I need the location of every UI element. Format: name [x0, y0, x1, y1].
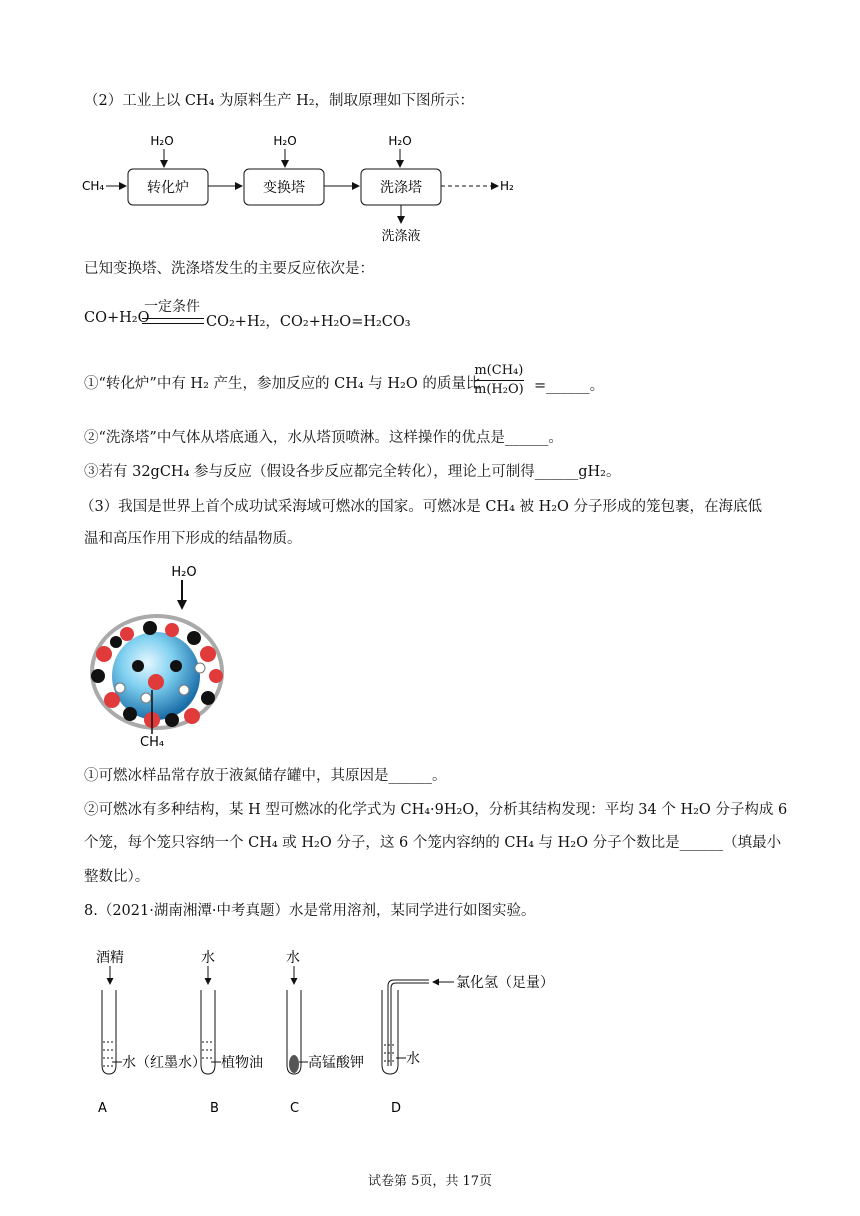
waste-label: 洗涤液	[381, 229, 421, 244]
tube-a-top-label: 酒精	[96, 950, 124, 966]
tube-a-letter: A	[98, 1101, 107, 1116]
equation-equals	[142, 318, 204, 324]
tube-a	[96, 949, 206, 1116]
tube-d-letter: D	[391, 1101, 402, 1116]
q2-intro: （2）工业上以 CH₄ 为原料生产 H₂，制取原理如下图所示：	[84, 93, 475, 109]
q3-sub2-line1: ②可燃冰有多种结构，某 H 型可燃冰的化学式为 CH₄·9H₂O，分析其结构发现：平均 34 个 H₂O 分子构成 6	[84, 802, 788, 818]
q3-line2: 温和高压作用下形成的结晶物质。	[84, 531, 302, 547]
mass-ratio-fraction	[474, 362, 524, 399]
h2-output-label: H₂	[500, 179, 514, 193]
tube-b	[201, 949, 263, 1116]
ch4-input-label: CH₄	[82, 179, 105, 193]
page-footer: 试卷第 5页，共 17页	[367, 1174, 493, 1189]
tube-d	[382, 975, 554, 1116]
equation-left: CO+H₂O	[84, 310, 150, 326]
shift-tower-label: 变换塔	[263, 180, 305, 196]
methane-clathrate-image	[80, 558, 240, 750]
tube-d-side-label: 水	[406, 1051, 420, 1067]
clathrate-h2o-label: H₂O	[171, 565, 197, 580]
furnace-label: 转化炉	[147, 180, 189, 196]
q3-line1: （3）我国是世界上首个成功试采海域可燃冰的国家。可燃冰是 CH₄ 被 H₂O 分子形成的笼包裹，在海底低	[80, 499, 763, 515]
tube-c-side-label: 高锰酸钾	[308, 1055, 364, 1071]
h2o-label-2: H₂O	[273, 134, 297, 148]
q3-sub1: ①可燃冰样品常存放于液氮储存罐中，其原因是______。	[84, 768, 447, 784]
tube-c-top-label: 水	[286, 950, 300, 966]
washing-tower-label: 洗涤塔	[380, 180, 422, 196]
tube-b-side-label: 植物油	[221, 1055, 263, 1071]
clathrate-ch4-label: CH₄	[140, 735, 165, 750]
q3-sub2-line3: 整数比）。	[84, 869, 150, 885]
q2-sub2: ②“洗涤塔”中气体从塔底通入，水从塔顶喷淋。这样操作的优点是______。	[84, 430, 563, 446]
q2-sub1-answer: =______。	[534, 378, 605, 394]
tube-c	[286, 949, 364, 1116]
equation-condition: 一定条件	[144, 299, 200, 315]
tube-b-top-label: 水	[201, 950, 215, 966]
q2-sub1: ①“转化炉”中有 H₂ 产生，参加反应的 CH₄ 与 H₂O 的质量比	[84, 376, 481, 392]
tube-d-top-label: 氯化氢（足量）	[456, 975, 554, 991]
tube-b-letter: B	[210, 1101, 219, 1116]
q8-title: 8.（2021·湖南湘潭·中考真题）水是常用溶剂，某同学进行如图实验。	[84, 903, 536, 919]
h2o-label-1: H₂O	[150, 134, 174, 148]
test-tubes-figure	[84, 940, 554, 1125]
q3-sub2-line2: 个笼，每个笼只容纳一个 CH₄ 或 H₂O 分子，这 6 个笼内容纳的 CH₄ 与 H₂O 分子个数比是______（填最小	[84, 835, 782, 851]
equation-right: CO₂+H₂，CO₂+H₂O=H₂CO₃	[206, 314, 411, 330]
fraction-denominator: m(H₂O)	[474, 382, 524, 397]
fraction-numerator: m(CH₄)	[474, 363, 524, 378]
process-flow-diagram	[80, 128, 530, 246]
q2-sub3: ③若有 32gCH₄ 参与反应（假设各步反应都完全转化），理论上可制得______gH₂。	[84, 464, 621, 480]
tube-c-letter: C	[290, 1101, 300, 1116]
q2-known: 已知变换塔、洗涤塔发生的主要反应依次是：	[84, 261, 374, 277]
h2o-label-3: H₂O	[388, 134, 412, 148]
tube-a-side-label: 水（红墨水）	[122, 1055, 206, 1071]
